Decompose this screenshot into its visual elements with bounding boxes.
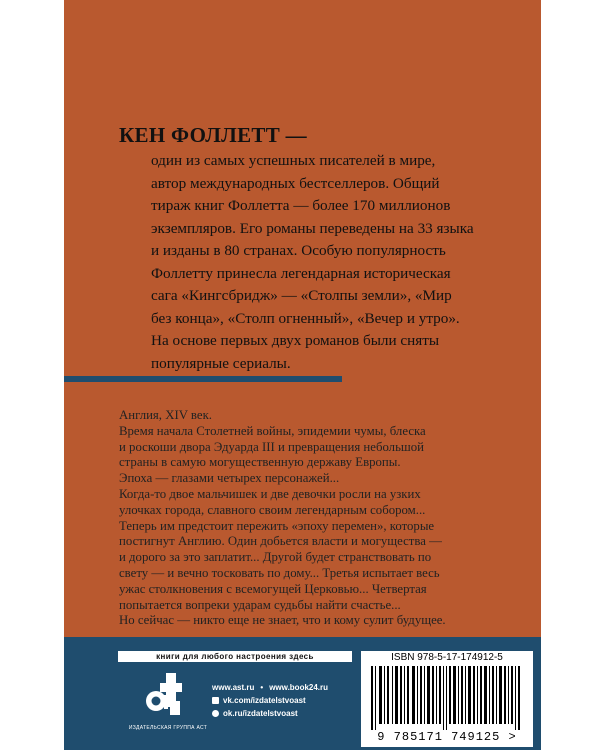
synopsis-line: Теперь им предстоит пережить «эпоху перемен», которые [119,518,435,533]
author-bio-line: и изданы в 80 странах. Особую популярность [151,242,446,259]
author-bio-line: тираж книг Фоллетта — более 170 миллионов [151,197,451,214]
divider-rule [64,376,342,382]
synopsis-line: Время начала Столетней войны, эпидемии чумы, блеска [119,423,426,438]
author-bio-line: На основе первых двух романов были сняты [151,332,440,349]
synopsis-line: страны в самую могущественную державу Европы. [119,455,401,470]
synopsis-line: Но сейчас — никто еще не знает, что и кому сулит будущее. [119,613,446,628]
site-link-book24[interactable]: www.book24.ru [269,683,329,692]
ast-logo-icon [142,671,188,719]
barcode-icon [369,666,525,730]
synopsis-line: Когда-то двое мальчишек и две девочки росли на узких [119,486,421,501]
ok-icon [212,710,219,717]
author-bio-line: популярные сериалы. [151,354,291,372]
ok-link[interactable]: ok.ru/izdatelstvoast [223,709,298,718]
synopsis-line: и дорого за это заплатит... Другой будет странствовать по [119,550,432,565]
footer-band [64,637,541,750]
author-bio-line: сага «Кингсбридж» — «Столпы земли», «Мир [151,287,452,304]
author-bio-line: без конца», «Столп огненный», «Вечер и утро». [151,309,460,327]
author-bio-line: автор международных бестселлеров. Общий [151,174,440,192]
publisher-links: www.ast.ru • www.book24.ru vk.com/izdatelstvoast ok.ru/izdatelstvoast [212,683,329,718]
tagline: книги для любого настроения здесь [118,651,352,662]
barcode-digits: 9 785171 749125 > [377,730,517,744]
isbn: ISBN 978-5-17-174912-5 [391,652,503,663]
author-bio-line: Фоллетту принесла легендарная историческая [151,264,451,282]
author-name: КЕН ФОЛЛЕТТ — [119,123,307,147]
author-bio-line: один из самых успешных писателей в мире, [151,152,436,169]
author-bio-line: экземпляров. Его романы переведены на 33 языка [151,219,474,237]
synopsis-line: попытается вопреки ударам судьбы найти счастье... [119,597,401,612]
vk-link[interactable]: vk.com/izdatelstvoast [223,696,306,705]
author-block [119,122,479,375]
synopsis-line: Эпоха — глазами четырех персонажей... [119,471,340,486]
synopsis-line: и роскоши двора Эдуарда III и превращения небольшой [119,439,425,454]
publisher-name: ИЗДАТЕЛЬСКАЯ ГРУППА АСТ [128,725,208,731]
vk-icon [212,697,219,704]
synopsis [119,408,499,629]
book-back-cover [64,0,541,750]
barcode-box [361,651,533,747]
synopsis-line: свету — и вечно тосковать по дому... Третья испытает весь [119,565,440,580]
author-bio [151,150,479,375]
site-link-ast[interactable]: www.ast.ru [212,683,255,692]
synopsis-line: ужас столкновения с всемогущей Церковью... Четвертая [119,581,427,596]
synopsis-line: улочках города, славного своим легендарным собором... [119,502,426,517]
synopsis-line: Англия, XIV век. [119,408,212,422]
synopsis-line: постигнут Англию. Один добьется власти и могущества — [119,534,442,549]
